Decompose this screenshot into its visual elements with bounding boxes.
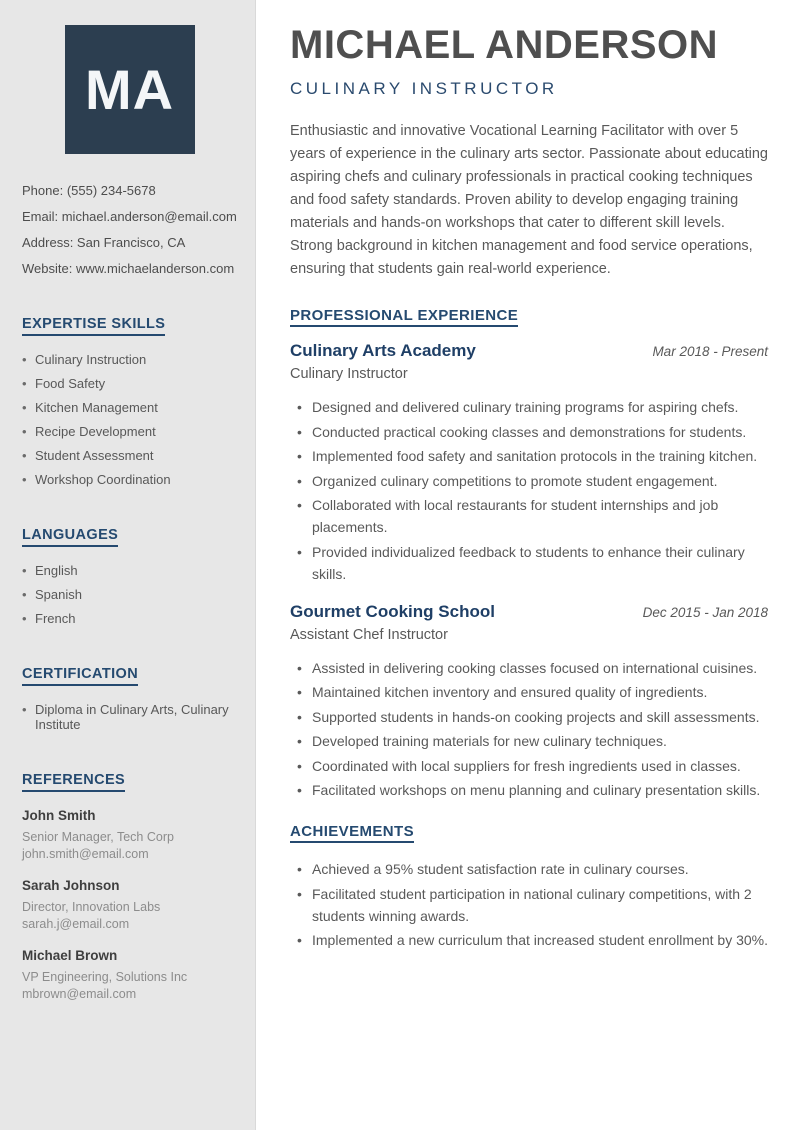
experience-entry — [290, 341, 768, 585]
skill-item: • Culinary Instruction — [22, 352, 237, 367]
languages-heading: LANGUAGES — [22, 527, 237, 547]
contact-website: Website: www.michaelanderson.com — [22, 261, 235, 276]
job-bullet: • Organized culinary competitions to promote student engagement. — [290, 470, 768, 492]
job-bullet: • Facilitated workshops on menu planning and culinary presentation skills. — [290, 779, 768, 801]
job-bullet: • Conducted practical cooking classes and demonstrations for students. — [290, 421, 768, 443]
reference-name: Michael Brown — [22, 948, 118, 963]
reference-entry — [22, 948, 237, 1003]
reference-title: Director, Innovation Labs — [22, 900, 161, 914]
job-role: Assistant Chef Instructor — [290, 626, 448, 643]
skill-item: • Kitchen Management — [22, 400, 237, 415]
reference-entry — [22, 808, 237, 863]
references-heading: REFERENCES — [22, 772, 237, 792]
contact-address: Address: San Francisco, CA — [22, 235, 186, 250]
job-header — [290, 341, 768, 361]
job-dates: Mar 2018 - Present — [652, 344, 768, 359]
certification-heading: CERTIFICATION — [22, 666, 237, 686]
job-company: Gourmet Cooking School — [290, 601, 495, 621]
achievements-heading: ACHIEVEMENTS — [290, 823, 768, 843]
reference-entry — [22, 878, 237, 933]
skills-list — [22, 352, 237, 487]
job-company: Culinary Arts Academy — [290, 341, 476, 360]
skills-heading: EXPERTISE SKILLS — [22, 316, 237, 336]
job-bullet: • Provided individualized feedback to students to enhance their culinary skills. — [290, 541, 768, 585]
achievement-item: • Facilitated student participation in national culinary competitions, with 2 students winning awards. — [290, 883, 768, 927]
experience-entry — [290, 602, 768, 802]
reference-name: John Smith — [22, 808, 96, 823]
certification-list — [22, 702, 237, 732]
skill-item: • Workshop Coordination — [22, 472, 237, 487]
reference-name: Sarah Johnson — [22, 878, 120, 893]
achievement-item: • Achieved a 95% student satisfaction rate in culinary courses. — [290, 858, 768, 880]
contact-section — [22, 184, 237, 276]
job-bullet: • Implemented food safety and sanitation protocols in the training kitchen. — [290, 445, 768, 467]
reference-email: sarah.j@email.com — [22, 917, 130, 931]
achievement-item: • Implemented a new curriculum that increased student enrollment by 30%. — [290, 929, 768, 951]
reference-title: VP Engineering, Solutions Inc — [22, 970, 188, 984]
job-bullet: • Collaborated with local restaurants for student internships and job placements. — [290, 494, 768, 538]
job-bullet: • Designed and delivered culinary training programs for aspiring chefs. — [290, 396, 768, 418]
contact-phone: Phone: (555) 234-5678 — [22, 183, 156, 198]
reference-email: john.smith@email.com — [22, 847, 149, 861]
job-bullet-list — [290, 396, 768, 585]
resume-main — [256, 0, 800, 1130]
reference-title: Senior Manager, Tech Corp — [22, 830, 174, 844]
languages-list — [22, 563, 237, 626]
monogram-initials: MA — [84, 58, 175, 121]
job-role: Culinary Instructor — [290, 366, 408, 382]
person-job-title: CULINARY INSTRUCTOR — [290, 79, 558, 98]
profile-summary: Enthusiastic and innovative Vocational Learning Facilitator with over 5 years of experience in the culinary arts sector. Passionate about educating aspiring chefs and culinary professionals in practical cooking techniques and food safety standards. Proven ability to develop engaging training materials and hands-on workshops that cater to different skill levels. Strong background in kitchen management and food service operations, ensuring that students gain real-world experience. — [290, 123, 768, 277]
language-item: • English — [22, 563, 237, 578]
skill-item: • Student Assessment — [22, 448, 237, 463]
job-bullet: • Coordinated with local suppliers for fresh ingredients used in classes. — [290, 755, 768, 777]
job-header — [290, 602, 768, 622]
job-dates: Dec 2015 - Jan 2018 — [642, 604, 768, 620]
achievements-list — [290, 858, 768, 951]
person-name: MICHAEL ANDERSON — [290, 23, 719, 67]
job-bullet: • Developed training materials for new culinary techniques. — [290, 730, 768, 752]
experience-heading: PROFESSIONAL EXPERIENCE — [290, 307, 768, 327]
job-bullet: • Assisted in delivering cooking classes focused on international cuisines. — [290, 657, 768, 679]
job-bullet: • Maintained kitchen inventory and ensured quality of ingredients. — [290, 681, 768, 703]
contact-email: Email: michael.anderson@email.com — [22, 209, 237, 224]
skill-item: • Recipe Development — [22, 424, 237, 439]
skill-item: • Food Safety — [22, 376, 237, 391]
monogram-avatar — [65, 25, 195, 154]
resume-sidebar — [0, 0, 256, 1130]
reference-email: mbrown@email.com — [22, 987, 137, 1001]
language-item: • French — [22, 611, 237, 626]
job-bullet: • Supported students in hands-on cooking projects and skill assessments. — [290, 706, 768, 728]
certification-item: • Diploma in Culinary Arts, Culinary Institute — [22, 702, 237, 732]
job-bullet-list — [290, 657, 768, 802]
language-item: • Spanish — [22, 587, 237, 602]
